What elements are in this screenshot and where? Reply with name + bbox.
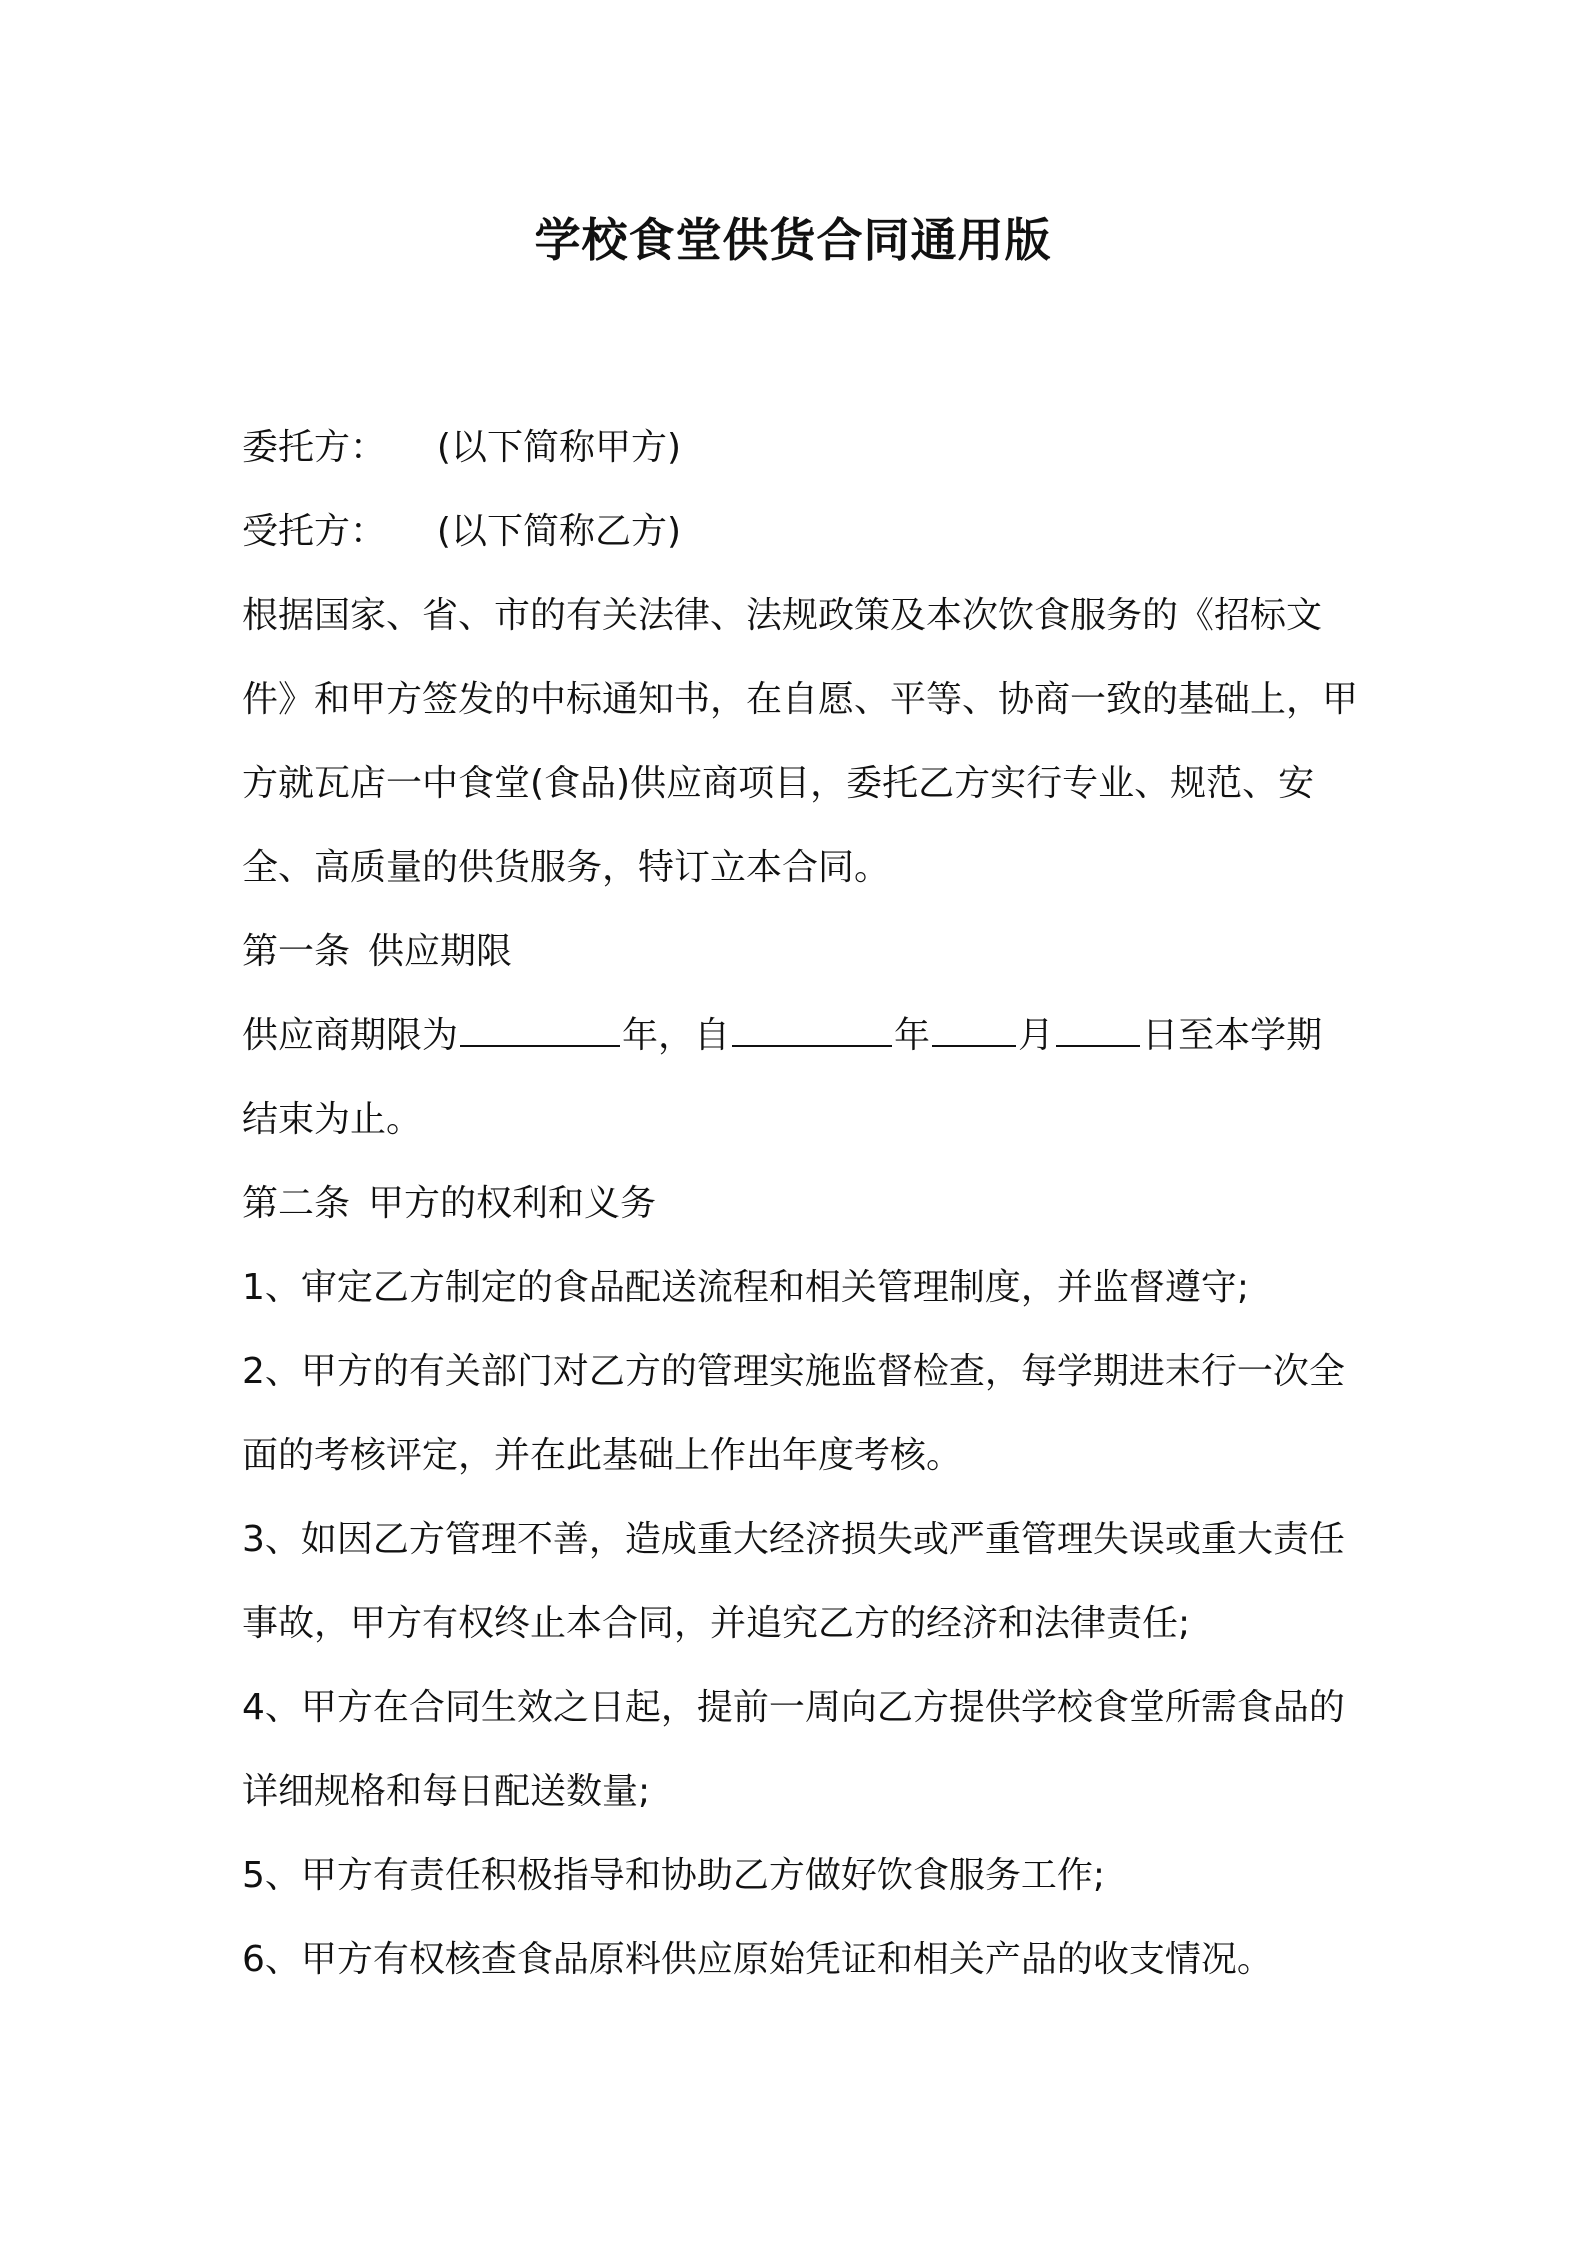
party-principal: [242, 406, 1362, 490]
article-2-item: 6、甲方有权核查食品原料供应原始凭证和相关产品的收支情况。: [242, 1939, 1273, 1980]
article-2-item: 2、甲方的有关部门对乙方的管理实施监督检查，每学期进末行一次全面的考核评定，并在此基础上作出年度考核。: [242, 1351, 1345, 1476]
party-agent: [242, 490, 1362, 574]
article-2-item: 5、甲方有责任积极指导和协助乙方做好饮食服务工作;: [242, 1855, 1106, 1896]
term-text: 年: [894, 1015, 931, 1056]
article-2-item: 3、如因乙方管理不善，造成重大经济损失或严重管理失误或重大责任事故，甲方有权终止本合同，并追究乙方的经济和法律责任;: [242, 1519, 1345, 1644]
preamble-paragraph: 根据国家、省、市的有关法律、法规政策及本次饮食服务的《招标文件》和甲方签发的中标通知书，在自愿、平等、协商一致的基础上，甲方就瓦店一中食堂(食品)供应商项目，委托乙方实行专业、规范、安全、高质量的供货服务，特订立本合同。: [242, 595, 1359, 888]
document-body: [242, 406, 1362, 2002]
party-label: 委托方：: [242, 427, 387, 468]
article-number: 第二条: [242, 1183, 351, 1224]
article-1-heading: [242, 910, 1362, 994]
article-title: 甲方的权利和义务: [368, 1183, 657, 1224]
term-text: 月: [1018, 1015, 1055, 1056]
article-title: 供应期限: [368, 931, 513, 972]
article-number: 第一条: [242, 931, 351, 972]
term-text: 日至本学期: [1142, 1015, 1323, 1056]
blank-start-year-field[interactable]: [732, 1015, 892, 1047]
blank-start-month-field[interactable]: [932, 1015, 1016, 1047]
blank-start-day-field[interactable]: [1056, 1015, 1140, 1047]
document-title: 学校食堂供货合同通用版: [534, 213, 1052, 267]
blank-years-field[interactable]: [460, 1015, 620, 1047]
term-text: 供应商期限为: [242, 1015, 459, 1056]
article-1-term-end: 结束为止。: [242, 1099, 423, 1140]
article-1-term-line: [242, 994, 1362, 1078]
party-label: 受托方：: [242, 511, 387, 552]
article-2-heading: [242, 1162, 1362, 1246]
party-note: (以下简称乙方): [436, 511, 682, 552]
article-2-item: 1、审定乙方制定的食品配送流程和相关管理制度，并监督遵守;: [242, 1267, 1250, 1308]
article-2-item: 4、甲方在合同生效之日起，提前一周向乙方提供学校食堂所需食品的详细规格和每日配送数量;: [242, 1687, 1345, 1812]
term-text: 年，自: [622, 1015, 731, 1056]
party-note: (以下简称甲方): [436, 427, 682, 468]
